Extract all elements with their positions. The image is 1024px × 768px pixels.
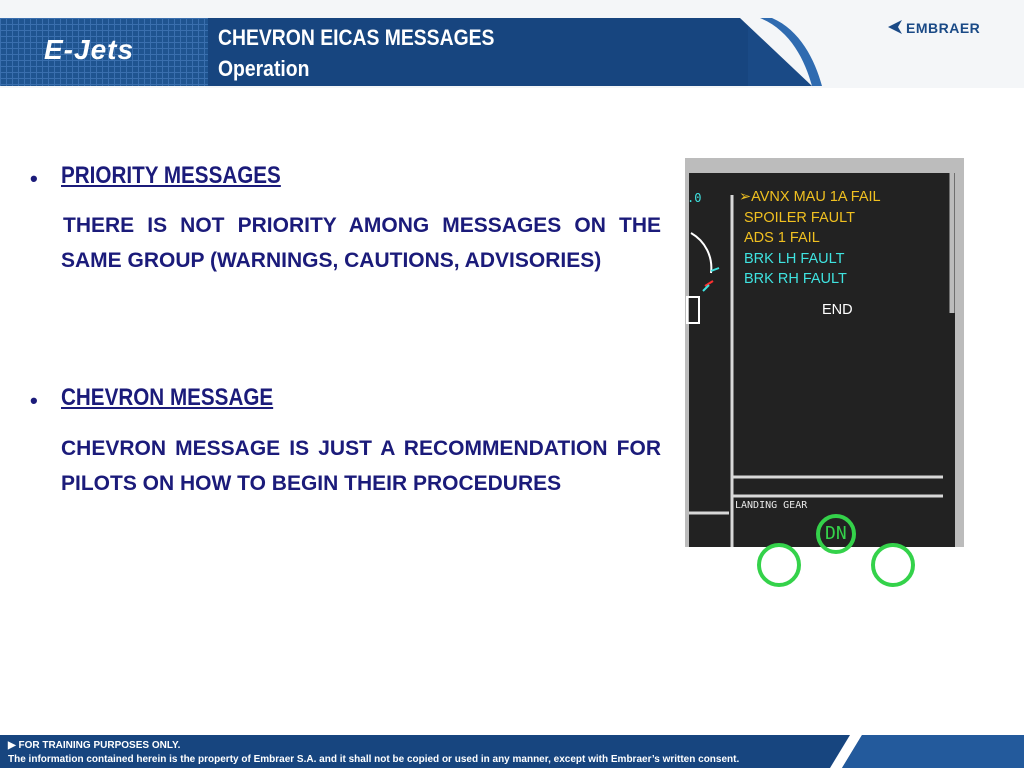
footer-disclaimer: The information contained herein is the property of Embraer S.A. and it shall not be copied or used in any manner, except with Embraer’s written consent. <box>8 754 740 765</box>
eicas-message: ➢AVNX MAU 1A FAIL <box>739 189 881 205</box>
eicas-message: BRK RH FAULT <box>744 271 847 287</box>
page-title: CHEVRON EICAS MESSAGES <box>218 25 495 50</box>
paragraph-priority-messages: THERE IS NOT PRIORITY AMONG MESSAGES ON THE SAME GROUP (WARNINGS, CAUTIONS, ADVISORIES) <box>61 214 661 272</box>
footer-banner <box>0 735 1024 768</box>
embraer-arrow-icon <box>884 18 908 36</box>
header-banner <box>0 0 1024 88</box>
eicas-message: BRK LH FAULT <box>744 251 845 267</box>
eicas-end-label: END <box>822 302 853 318</box>
header-swoosh <box>0 0 1024 88</box>
eicas-message: ADS 1 FAIL <box>744 230 820 246</box>
heading-priority-messages: PRIORITY MESSAGES <box>61 162 281 189</box>
eicas-display-image <box>685 158 964 547</box>
gear-down-indicator: DN <box>825 523 847 544</box>
eicas-message: SPOILER FAULT <box>744 210 855 226</box>
bullet-chevron: • <box>30 388 38 413</box>
bullet-priority: • <box>30 166 38 191</box>
landing-gear-label: LANDING GEAR <box>735 500 808 511</box>
paragraph-chevron-message: CHEVRON MESSAGE IS JUST A RECOMMENDATION FOR PILOTS ON HOW TO BEGIN THEIR PROCEDURES <box>61 437 661 495</box>
play-icon: ▶ <box>8 740 19 751</box>
eicas-graphics <box>689 173 955 547</box>
eicas-screen <box>689 173 955 547</box>
embraer-logo: EMBRAER <box>906 20 981 36</box>
footer-notice: ▶ FOR TRAINING PURPOSES ONLY. <box>8 740 181 751</box>
dial-value-fragment: .0 <box>687 191 702 205</box>
page-subtitle: Operation <box>218 56 310 81</box>
heading-chevron-message: CHEVRON MESSAGE <box>61 384 274 411</box>
ejets-logo: E-Jets <box>44 34 135 65</box>
